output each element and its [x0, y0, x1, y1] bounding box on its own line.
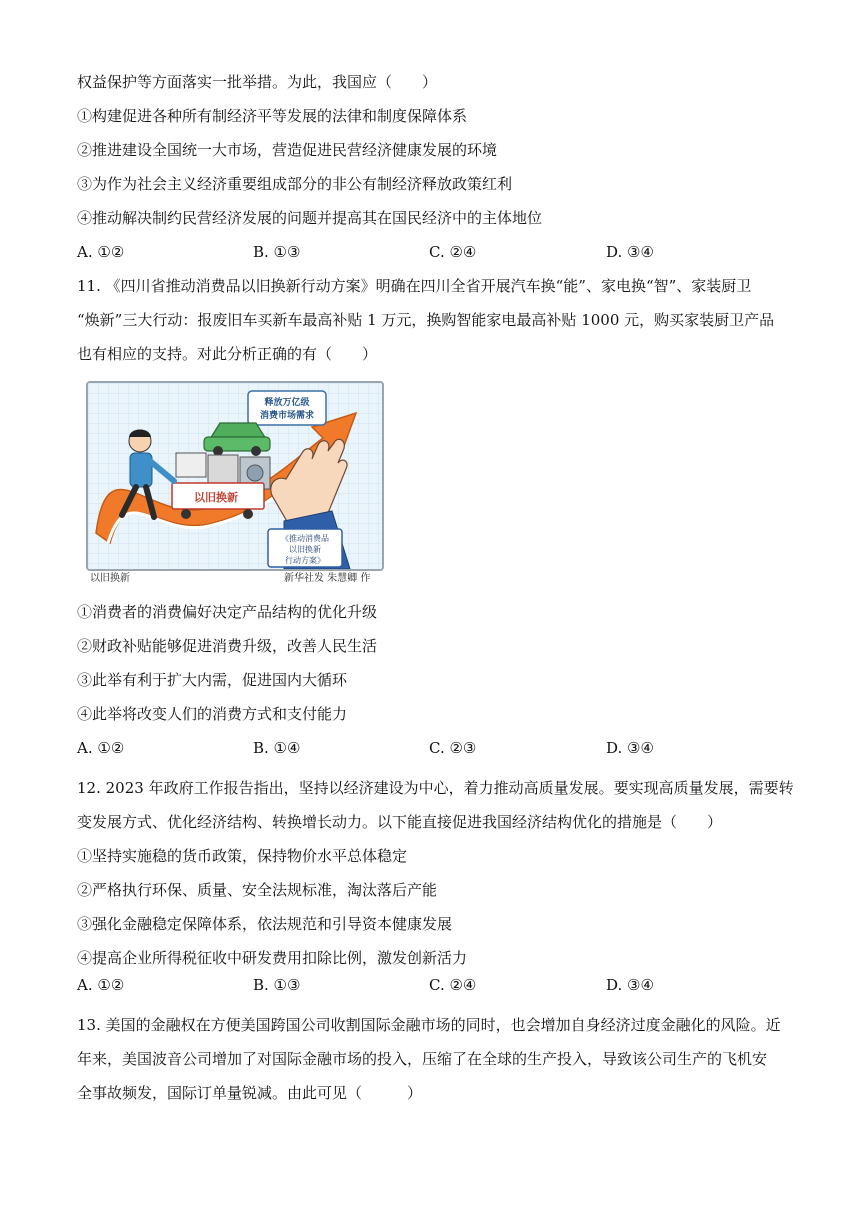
q11-statement-1: ①消费者的消费偏好决定产品结构的优化升级: [77, 603, 378, 621]
q10-statement-3: ③为作为社会主义经济重要组成部分的非公有制经济释放政策红利: [77, 175, 513, 193]
q12-options: [77, 975, 777, 995]
q12-option-a[interactable]: A. ①②: [77, 976, 125, 994]
cart-wheel-left: [181, 509, 191, 519]
q12-statement-3: ③强化金融稳定保障体系，依法规范和引导资本健康发展: [77, 915, 453, 933]
q11-option-b[interactable]: B. ①④: [253, 739, 301, 757]
q12-option-d[interactable]: D. ③④: [606, 976, 654, 994]
cart-label-text: 以旧换新: [194, 491, 238, 504]
q12-stem-line-2: 变发展方式、优化经济结构、转换增长动力。以下能直接促进我国经济结构优化的措施是（ ）: [77, 813, 723, 831]
plan-text-line-3: 行动方案》: [285, 556, 325, 565]
q11-option-a[interactable]: A. ①②: [77, 739, 125, 757]
q10-option-c[interactable]: C. ②④: [429, 243, 477, 261]
q10-statement-1: ①构建促进各种所有制经济平等发展的法律和制度保障体系: [77, 107, 468, 125]
q11-stem-line-1: 11. 《四川省推动消费品以旧换新行动方案》明确在四川全省开展汽车换“能”、家电换“智”、家装厨卫: [77, 277, 752, 295]
q13-stem-line-2: 年来，美国波音公司增加了对国际金融市场的投入，压缩了在全球的生产投入，导致该公司生产的飞机安: [77, 1050, 768, 1068]
cart-wheel-right: [243, 509, 253, 519]
q12-statement-1: ①坚持实施稳的货币政策，保持物价水平总体稳定: [77, 847, 408, 865]
q11-statement-3: ③此举有利于扩大内需，促进国内大循环: [77, 671, 348, 689]
q10-option-a[interactable]: A. ①②: [77, 243, 125, 261]
q11-stem-line-3: 也有相应的支持。对此分析正确的有（ ）: [77, 345, 378, 363]
cartoon-svg: [88, 383, 382, 569]
q10-statement-4: ④推动解决制约民营经济发展的问题并提高其在国民经济中的主体地位: [77, 209, 543, 227]
q11-statement-4: ④此举将改变人们的消费方式和支付能力: [77, 705, 348, 723]
q11-option-c[interactable]: C. ②③: [429, 739, 477, 757]
person-jacket: [130, 453, 152, 487]
washer-door: [247, 465, 263, 481]
q10-stem-tail: 权益保护等方面落实一批举措。为此，我国应（ ）: [77, 73, 438, 91]
q12-statement-2: ②严格执行环保、质量、安全法规标准，淘汰落后产能: [77, 881, 438, 899]
tv-appliance: [176, 453, 206, 477]
q12-statement-4: ④提高企业所得税征收中研发费用扣除比例，激发创新活力: [77, 949, 468, 967]
q11-statement-2: ②财政补贴能够促进消费升级，改善人民生活: [77, 637, 378, 655]
plan-text-line-1: 《推动消费品: [281, 534, 329, 543]
car-wheel-right: [251, 446, 261, 456]
q11-options: [77, 738, 777, 758]
banner-text-line-1: 释放万亿级: [264, 398, 310, 408]
q13-stem-line-1: 13. 美国的金融权在方便美国跨国公司收割国际金融市场的同时，也会增加自身经济过度金融化的风险。近: [77, 1016, 781, 1034]
q12-option-c[interactable]: C. ②④: [429, 976, 477, 994]
q11-stem-line-2: “焕新”三大行动：报废旧车买新车最高补贴 1 万元，换购智能家电最高补贴 1000 元，购买家装厨卫产品: [77, 311, 775, 329]
q13-stem-line-3: 全事故频发，国际订单量锐减。由此可见（ ）: [77, 1084, 423, 1102]
q10-option-b[interactable]: B. ①③: [253, 243, 301, 261]
q10-option-d[interactable]: D. ③④: [606, 243, 654, 261]
q11-option-d[interactable]: D. ③④: [606, 739, 654, 757]
q10-statement-2: ②推进建设全国统一大市场，营造促进民营经济健康发展的环境: [77, 141, 498, 159]
cartoon-illustration: [86, 381, 384, 571]
banner-text-line-2: 消费市场需求: [259, 411, 315, 421]
q10-options: [77, 242, 777, 262]
plan-text-line-2: 以旧换新: [289, 545, 321, 554]
figure-caption-right: 新华社发 朱慧卿 作: [284, 573, 371, 584]
q12-option-b[interactable]: B. ①③: [253, 976, 301, 994]
figure-caption-left: 以旧换新: [90, 573, 130, 584]
q12-stem-line-1: 12. 2023 年政府工作报告指出，坚持以经济建设为中心，着力推动高质量发展。要实现高质量发展，需要转: [77, 779, 794, 797]
